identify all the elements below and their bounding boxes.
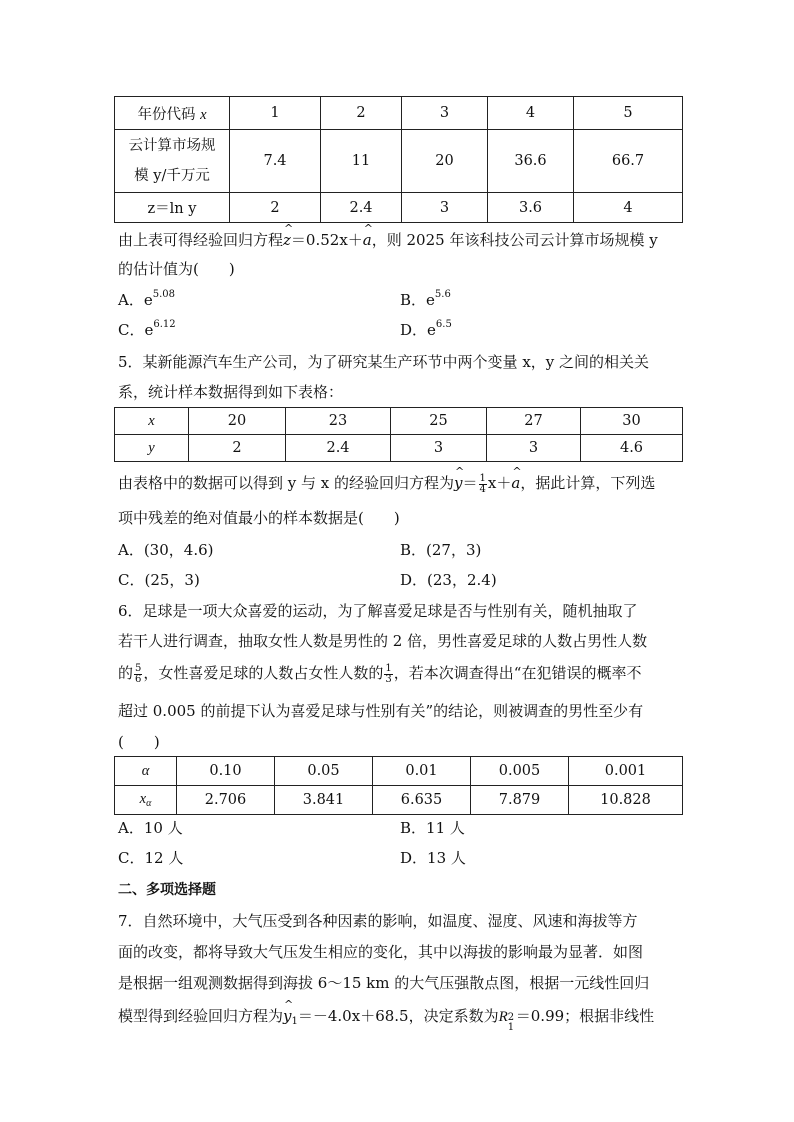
table-row — [115, 408, 683, 435]
table-cell: 1 — [230, 97, 321, 130]
table-cell: 10.828 — [569, 786, 683, 815]
a-hat: ^ a — [511, 474, 520, 492]
table-cell: 3 — [391, 435, 487, 462]
table-cell: 3.841 — [275, 786, 373, 815]
table-cell: α — [115, 757, 177, 786]
table-row — [115, 130, 683, 193]
table-cell: 27 — [487, 408, 581, 435]
table-cell: 66.7 — [574, 130, 683, 193]
table-cell: 年份代码 x — [115, 97, 230, 130]
table-cell: 6.635 — [373, 786, 471, 815]
q5-line2: 系，统计样本数据得到如下表格： — [118, 383, 344, 401]
table-xy — [114, 407, 683, 462]
q5-option-b[interactable]: B．(27，3) — [400, 541, 482, 559]
fraction-one-quarter: $\frac{1}{4}$ — [479, 472, 486, 495]
table-row — [115, 97, 683, 130]
table-cell: 4 — [488, 97, 574, 130]
q4-line1: 由上表可得经验回归方程^ z＝0.52x＋^ a，则 2025 年该科技公司云计算市场规模 y — [118, 229, 658, 250]
table-cell: z＝ln y — [115, 193, 230, 223]
q5-option-c[interactable]: C．(25，3) — [118, 571, 200, 589]
a-hat: ^ a — [363, 231, 372, 249]
table-cell: 7.4 — [230, 130, 321, 193]
table-cell: 2 — [321, 97, 402, 130]
table-cell: $x_\alpha$ — [115, 786, 177, 815]
table-cell: 20 — [402, 130, 488, 193]
q5-line3: 由表格中的数据可以得到 y 与 x 的经验回归方程为^ y＝ $\frac{1}{4}$ x＋^ a，据此计算，下列选 — [118, 472, 655, 495]
q6-line2: 若干人进行调查，抽取女性人数是男性的 2 倍，男性喜爱足球的人数占男性人数 — [118, 632, 648, 650]
table-cell: 0.10 — [177, 757, 275, 786]
table-cell: 3 — [487, 435, 581, 462]
table-cell: 云计算市场规 模 y/千万元 — [115, 130, 230, 193]
table-row — [115, 435, 683, 462]
table-cell: 0.05 — [275, 757, 373, 786]
section-heading: 二、多项选择题 — [118, 882, 216, 898]
y-hat: ^ y — [454, 474, 462, 492]
q6-line3: 的 $\frac{5}{6}$ ，女性喜爱足球的人数占女性人数的 $\frac{1}{3}$ ，若本次调查得出“在犯错误的概率不 — [118, 662, 642, 685]
table-cell: 3.6 — [488, 193, 574, 223]
q6-line1: 6．足球是一项大众喜爱的运动，为了解喜爱足球是否与性别有关，随机抽取了 — [118, 602, 638, 620]
q7-line1: 7．自然环境中，大气压受到各种因素的影响，如温度、湿度、风速和海拔等方 — [118, 912, 638, 930]
q4-line2: 的估计值为( ) — [118, 260, 235, 278]
q4-option-c[interactable]: C．$e^{6.12}$ — [118, 319, 176, 339]
table-cell: 2.706 — [177, 786, 275, 815]
fraction-one-third: $\frac{1}{3}$ — [385, 662, 392, 685]
table-cell: 0.01 — [373, 757, 471, 786]
table-market-size — [114, 96, 683, 223]
table-cell: 0.001 — [569, 757, 683, 786]
table-cell: 25 — [391, 408, 487, 435]
table-cell: 3 — [402, 97, 488, 130]
q4-option-d[interactable]: D．$e^{6.5}$ — [400, 319, 452, 339]
fraction-five-sixths: $\frac{5}{6}$ — [135, 662, 142, 685]
table-cell: 36.6 — [488, 130, 574, 193]
q5-line4: 项中残差的绝对值最小的样本数据是( ) — [118, 509, 400, 527]
table-cell: 2 — [230, 193, 321, 223]
table-row — [115, 193, 683, 223]
table-row — [115, 757, 683, 786]
q6-option-c[interactable]: C．12 人 — [118, 849, 184, 867]
q4-option-b[interactable]: B．$e^{5.6}$ — [400, 289, 451, 309]
table-cell: 7.879 — [471, 786, 569, 815]
table-critical-values — [114, 756, 683, 815]
table-cell: 11 — [321, 130, 402, 193]
table-cell: 4.6 — [581, 435, 683, 462]
table-cell: 30 — [581, 408, 683, 435]
table-cell: y — [115, 435, 189, 462]
q4-option-a[interactable]: A．$e^{5.08}$ — [118, 289, 175, 309]
table-cell: 2.4 — [321, 193, 402, 223]
q6-line4: 超过 0.005 的前提下认为喜爱足球与性别有关”的结论，则被调查的男性至少有 — [118, 702, 644, 720]
table-cell: 20 — [189, 408, 286, 435]
table-cell: 2.4 — [286, 435, 391, 462]
q5-option-a[interactable]: A．(30，4.6) — [118, 541, 214, 559]
table-cell: 23 — [286, 408, 391, 435]
q7-line2: 面的改变，都将导致大气压发生相应的变化，其中以海拔的影响最为显著．如图 — [118, 943, 644, 961]
q6-line5: ( ) — [118, 733, 160, 751]
table-cell: 3 — [402, 193, 488, 223]
q7-line3: 是根据一组观测数据得到海拔 6～15 km 的大气压强散点图，根据一元线性回归 — [118, 974, 650, 992]
q6-option-a[interactable]: A．10 人 — [118, 819, 183, 837]
q7-line4: 模型得到经验回归方程为^ $y_1=-4.0x+68.5$，决定系数为R 2 1 ＝0.99；根据非线性 — [118, 1005, 654, 1027]
table-cell: 0.005 — [471, 757, 569, 786]
z-hat: ^ z — [283, 231, 291, 249]
table-cell: x — [115, 408, 189, 435]
q6-option-d[interactable]: D．13 人 — [400, 849, 466, 867]
table-cell: 2 — [189, 435, 286, 462]
table-row — [115, 786, 683, 815]
table-cell: 5 — [574, 97, 683, 130]
q5-line1: 5．某新能源汽车生产公司，为了研究某生产环节中两个变量 x，y 之间的相关关 — [118, 353, 650, 371]
table-cell: 4 — [574, 193, 683, 223]
q5-option-d[interactable]: D．(23，2.4) — [400, 571, 497, 589]
q6-option-b[interactable]: B．11 人 — [400, 819, 465, 837]
y-hat: ^ y — [283, 1007, 291, 1025]
